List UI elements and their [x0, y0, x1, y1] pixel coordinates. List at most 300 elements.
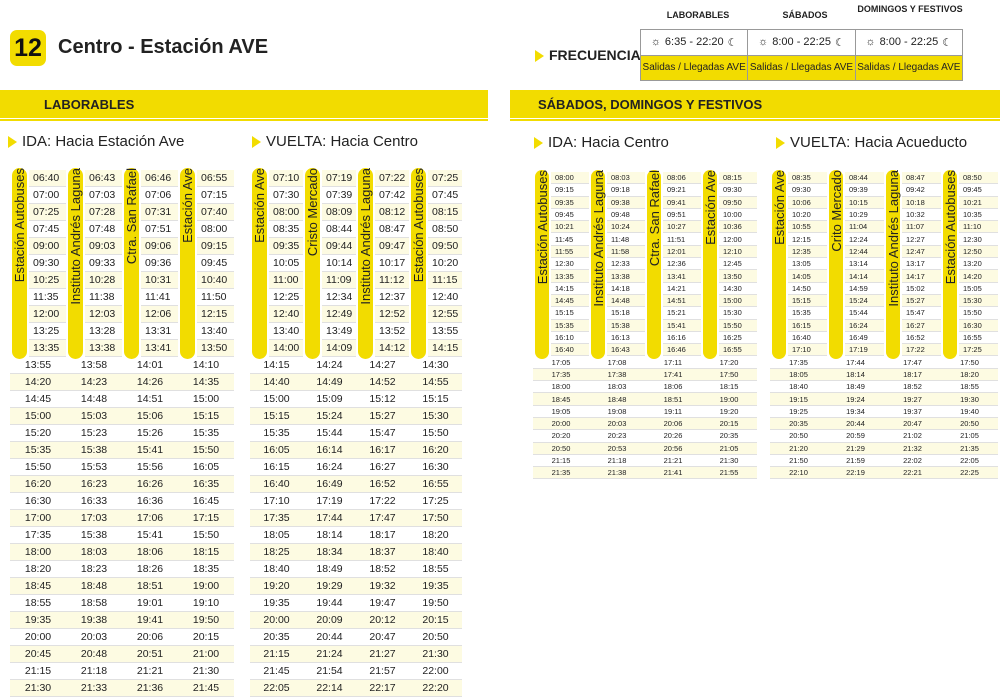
time-cell: 21:45 — [178, 680, 234, 697]
time-cell: 17:15 — [178, 510, 234, 527]
time-cell: 07:40 — [197, 204, 234, 221]
time-cell: 14:20 — [959, 270, 998, 282]
time-cell: 09:00 — [29, 238, 66, 255]
time-cell: 17:50 — [701, 369, 757, 381]
time-cell: 09:45 — [197, 255, 234, 272]
time-cell: 07:28 — [85, 204, 122, 221]
time-cell: 17:05 — [533, 357, 589, 369]
table-row — [533, 455, 757, 467]
table-row — [770, 221, 998, 233]
time-cell: 18:00 — [10, 544, 66, 561]
stop-name-pill — [535, 170, 549, 359]
table-row — [533, 172, 757, 184]
time-cell: 15:44 — [303, 425, 356, 442]
time-cell: 19:44 — [303, 595, 356, 612]
table-row — [770, 393, 998, 405]
time-cell: 10:35 — [959, 209, 998, 221]
time-cell: 17:22 — [356, 493, 409, 510]
frequency-ops: Salidas / Llegadas AVE — [641, 56, 747, 81]
time-cell: 18:55 — [10, 595, 66, 612]
time-cell: 17:44 — [303, 510, 356, 527]
table-row — [770, 443, 998, 455]
time-cell: 17:35 — [770, 357, 827, 369]
moon-icon: ☾ — [727, 36, 738, 49]
time-cell: 13:35 — [551, 270, 589, 282]
time-cell: 12:37 — [375, 289, 409, 306]
arrow-right-icon — [252, 136, 261, 148]
arrow-right-icon — [534, 137, 543, 149]
time-cell: 09:39 — [845, 184, 884, 196]
time-cell: 19:30 — [941, 393, 998, 405]
time-cell: 16:20 — [409, 442, 462, 459]
time-cell: 16:55 — [959, 332, 998, 344]
time-cell: 19:35 — [409, 578, 462, 595]
time-cell: 15:50 — [178, 442, 234, 459]
frequency-col-sabados — [748, 30, 855, 80]
table-row — [250, 646, 462, 663]
stop-name: Instituto Andrés Laguna — [358, 168, 373, 305]
time-cell: 19:08 — [589, 406, 645, 418]
time-cell: 18:06 — [645, 381, 701, 393]
table-row — [250, 561, 462, 578]
time-cell: 14:09 — [322, 340, 356, 357]
time-cell: 15:20 — [10, 425, 66, 442]
time-cell: 15:38 — [607, 320, 645, 332]
time-cell: 14:50 — [788, 283, 827, 295]
time-cell: 21:21 — [122, 663, 178, 680]
arrow-right-icon — [535, 50, 544, 62]
time-cell: 20:51 — [122, 646, 178, 663]
time-cell: 16:14 — [303, 442, 356, 459]
time-cell: 15:00 — [178, 391, 234, 408]
time-cell: 21:05 — [701, 443, 757, 455]
time-cell: 10:36 — [719, 221, 757, 233]
time-cell: 17:03 — [66, 510, 122, 527]
time-cell: 13:55 — [10, 357, 66, 374]
time-cell: 21:15 — [533, 455, 589, 467]
table-row — [770, 234, 998, 246]
time-cell: 17:35 — [533, 369, 589, 381]
time-cell: 17:10 — [788, 344, 827, 356]
table-row — [533, 332, 757, 344]
table-row — [770, 369, 998, 381]
time-cell: 15:35 — [178, 425, 234, 442]
time-cell: 21:18 — [589, 455, 645, 467]
time-cell: 21:15 — [10, 663, 66, 680]
time-cell: 15:30 — [719, 307, 757, 319]
time-cell: 18:20 — [409, 527, 462, 544]
time-cell: 16:10 — [551, 332, 589, 344]
direction-title-lab-ida: IDA: Hacia Estación Ave — [8, 133, 184, 150]
table-row — [770, 197, 998, 209]
time-cell: 10:24 — [607, 221, 645, 233]
time-cell: 19:38 — [66, 612, 122, 629]
timetable-laborables-vuelta — [250, 170, 462, 697]
time-cell: 10:55 — [788, 221, 827, 233]
time-cell: 19:50 — [178, 612, 234, 629]
frequency-ops: Salidas / Llegadas AVE — [748, 56, 854, 81]
time-cell: 14:48 — [607, 295, 645, 307]
arrow-right-icon — [8, 136, 17, 148]
time-cell: 07:06 — [141, 187, 178, 204]
time-cell: 18:49 — [827, 381, 884, 393]
time-cell: 15:56 — [122, 459, 178, 476]
table-row — [770, 320, 998, 332]
time-cell: 18:55 — [941, 381, 998, 393]
time-cell: 09:21 — [663, 184, 701, 196]
table-row — [250, 289, 462, 306]
time-cell: 14:49 — [303, 374, 356, 391]
time-cell: 09:50 — [428, 238, 462, 255]
table-row — [250, 340, 462, 357]
time-cell: 14:21 — [663, 283, 701, 295]
time-cell: 09:30 — [29, 255, 66, 272]
time-cell: 11:07 — [902, 221, 941, 233]
table-row — [250, 221, 462, 238]
arrow-right-icon — [776, 137, 785, 149]
time-cell: 14:12 — [375, 340, 409, 357]
time-cell: 17:50 — [409, 510, 462, 527]
time-cell: 20:26 — [645, 430, 701, 442]
time-cell: 20:44 — [827, 418, 884, 430]
time-cell: 18:05 — [250, 527, 303, 544]
time-cell: 20:00 — [250, 612, 303, 629]
time-cell: 19:50 — [409, 595, 462, 612]
time-cell: 15:15 — [409, 391, 462, 408]
time-cell: 21:05 — [941, 430, 998, 442]
table-row — [533, 381, 757, 393]
time-cell: 16:26 — [122, 476, 178, 493]
time-cell: 20:35 — [250, 629, 303, 646]
time-cell: 12:36 — [663, 258, 701, 270]
time-cell: 07:25 — [29, 204, 66, 221]
time-cell: 18:51 — [645, 393, 701, 405]
time-cell: 12:30 — [551, 258, 589, 270]
table-row — [770, 209, 998, 221]
stop-name: Estación Autobuses — [942, 170, 958, 285]
time-cell: 14:15 — [428, 340, 462, 357]
time-cell: 19:00 — [178, 578, 234, 595]
time-cell: 15:47 — [902, 307, 941, 319]
time-cell: 09:42 — [902, 184, 941, 196]
time-cell: 15:47 — [356, 425, 409, 442]
time-cell: 18:45 — [533, 393, 589, 405]
time-cell: 18:49 — [303, 561, 356, 578]
time-cell: 20:06 — [122, 629, 178, 646]
table-row — [250, 493, 462, 510]
time-cell: 13:31 — [141, 323, 178, 340]
time-cell: 15:15 — [551, 307, 589, 319]
time-cell: 18:52 — [356, 561, 409, 578]
time-cell: 18:34 — [303, 544, 356, 561]
time-cell: 17:50 — [941, 357, 998, 369]
frequency-col-festivos — [856, 30, 962, 80]
table-row — [10, 476, 234, 493]
time-cell: 20:35 — [701, 430, 757, 442]
stop-name-pill — [358, 168, 373, 359]
moon-icon: ☾ — [942, 36, 953, 49]
time-cell: 16:55 — [409, 476, 462, 493]
time-cell: 16:24 — [845, 320, 884, 332]
time-cell: 12:15 — [788, 234, 827, 246]
time-cell: 08:47 — [375, 221, 409, 238]
time-cell: 18:48 — [66, 578, 122, 595]
direction-title-fes-ida: IDA: Hacia Centro — [534, 134, 669, 151]
time-cell: 17:38 — [589, 369, 645, 381]
time-cell: 20:50 — [770, 430, 827, 442]
table-row — [533, 246, 757, 258]
time-cell: 20:15 — [178, 629, 234, 646]
time-cell: 11:09 — [322, 272, 356, 289]
table-row — [250, 476, 462, 493]
time-cell: 14:51 — [663, 295, 701, 307]
time-cell: 18:35 — [178, 561, 234, 578]
time-cell: 15:09 — [303, 391, 356, 408]
time-cell: 20:06 — [645, 418, 701, 430]
table-row — [533, 443, 757, 455]
time-cell: 22:25 — [941, 467, 998, 479]
time-cell: 16:49 — [845, 332, 884, 344]
table-row — [10, 595, 234, 612]
time-cell: 12:00 — [719, 234, 757, 246]
table-row — [533, 320, 757, 332]
time-cell: 15:24 — [303, 408, 356, 425]
stop-name: Ctra. San Rafael — [124, 168, 139, 265]
time-cell: 16:40 — [551, 344, 589, 356]
time-cell: 19:20 — [250, 578, 303, 595]
time-cell: 18:14 — [827, 369, 884, 381]
time-cell: 14:51 — [122, 391, 178, 408]
table-row — [533, 369, 757, 381]
table-row — [10, 612, 234, 629]
stop-name: Instituto Andrés Laguna — [68, 168, 83, 305]
timetable-grid — [10, 170, 234, 697]
time-cell: 12:49 — [322, 306, 356, 323]
time-cell: 15:26 — [122, 425, 178, 442]
time-cell: 18:48 — [589, 393, 645, 405]
time-cell: 20:50 — [941, 418, 998, 430]
table-row — [10, 306, 234, 323]
time-cell: 15:02 — [902, 283, 941, 295]
time-cell: 08:35 — [788, 172, 827, 184]
time-cell: 07:22 — [375, 170, 409, 187]
time-cell: 17:25 — [409, 493, 462, 510]
table-row — [250, 170, 462, 187]
time-cell: 15:21 — [663, 307, 701, 319]
time-cell: 16:27 — [356, 459, 409, 476]
time-cell: 14:20 — [10, 374, 66, 391]
table-row — [533, 295, 757, 307]
time-cell: 13:38 — [85, 340, 122, 357]
table-row — [770, 344, 998, 356]
time-cell: 10:28 — [85, 272, 122, 289]
time-cell: 12:47 — [902, 246, 941, 258]
time-cell: 09:18 — [607, 184, 645, 196]
table-row — [770, 455, 998, 467]
stop-name: Estación Ave — [252, 168, 267, 243]
time-cell: 10:25 — [29, 272, 66, 289]
stop-name-pill — [305, 168, 320, 359]
time-cell: 18:26 — [122, 561, 178, 578]
time-cell: 12:03 — [85, 306, 122, 323]
time-cell: 22:14 — [303, 680, 356, 697]
frequency-hours: ☼ 8:00 - 22:25 ☾ — [856, 30, 962, 56]
time-cell: 12:45 — [719, 258, 757, 270]
table-row — [10, 238, 234, 255]
time-cell: 19:01 — [122, 595, 178, 612]
timetable-festivos-vuelta — [770, 172, 998, 480]
stop-name-pill — [411, 168, 426, 359]
table-row — [770, 332, 998, 344]
stop-name-pill — [591, 170, 605, 359]
time-cell: 11:04 — [845, 221, 884, 233]
table-row — [10, 357, 234, 374]
time-cell: 07:45 — [428, 187, 462, 204]
time-cell: 15:00 — [10, 408, 66, 425]
time-cell: 17:06 — [122, 510, 178, 527]
time-cell: 11:35 — [29, 289, 66, 306]
time-cell: 16:27 — [902, 320, 941, 332]
table-row — [533, 406, 757, 418]
time-cell: 10:29 — [845, 209, 884, 221]
time-cell: 13:28 — [85, 323, 122, 340]
time-cell: 18:14 — [303, 527, 356, 544]
time-cell: 16:30 — [959, 320, 998, 332]
time-cell: 15:12 — [356, 391, 409, 408]
time-cell: 11:00 — [269, 272, 303, 289]
time-cell: 10:00 — [719, 209, 757, 221]
time-cell: 12:10 — [719, 246, 757, 258]
time-cell: 12:33 — [607, 258, 645, 270]
time-cell: 09:36 — [141, 255, 178, 272]
time-cell: 10:14 — [322, 255, 356, 272]
table-row — [770, 357, 998, 369]
time-cell: 13:50 — [719, 270, 757, 282]
time-cell: 17:20 — [701, 357, 757, 369]
time-cell: 15:18 — [607, 307, 645, 319]
time-cell: 21:02 — [884, 430, 941, 442]
time-cell: 15:38 — [66, 527, 122, 544]
time-cell: 15:50 — [409, 425, 462, 442]
time-cell: 13:20 — [959, 258, 998, 270]
table-row — [770, 283, 998, 295]
time-cell: 15:38 — [66, 442, 122, 459]
time-cell: 14:10 — [178, 357, 234, 374]
time-cell: 15:35 — [10, 442, 66, 459]
time-cell: 17:47 — [884, 357, 941, 369]
time-cell: 19:25 — [770, 406, 827, 418]
time-cell: 08:03 — [607, 172, 645, 184]
time-cell: 07:39 — [322, 187, 356, 204]
time-cell: 10:20 — [428, 255, 462, 272]
time-cell: 16:40 — [250, 476, 303, 493]
timetable-laborables-ida — [10, 170, 234, 697]
time-cell: 21:59 — [827, 455, 884, 467]
time-cell: 21:15 — [250, 646, 303, 663]
time-cell: 10:20 — [788, 209, 827, 221]
time-cell: 16:05 — [178, 459, 234, 476]
time-cell: 20:56 — [645, 443, 701, 455]
time-cell: 19:35 — [250, 595, 303, 612]
time-cell: 16:52 — [356, 476, 409, 493]
stop-name: Estación Autobuses — [12, 168, 27, 283]
time-cell: 19:47 — [356, 595, 409, 612]
time-cell: 20:59 — [827, 430, 884, 442]
time-cell: 12:25 — [269, 289, 303, 306]
time-cell: 08:06 — [663, 172, 701, 184]
table-row — [533, 393, 757, 405]
time-cell: 21:29 — [827, 443, 884, 455]
time-cell: 17:00 — [10, 510, 66, 527]
time-cell: 09:30 — [719, 184, 757, 196]
table-row — [250, 442, 462, 459]
time-cell: 22:00 — [409, 663, 462, 680]
time-cell: 13:14 — [845, 258, 884, 270]
time-cell: 17:41 — [645, 369, 701, 381]
time-cell: 09:15 — [551, 184, 589, 196]
time-cell: 22:05 — [250, 680, 303, 697]
stop-name: Estación Autobuses — [534, 170, 550, 285]
time-cell: 13:58 — [66, 357, 122, 374]
time-cell: 12:15 — [197, 306, 234, 323]
time-cell: 18:52 — [884, 381, 941, 393]
direction-title-lab-vuelta: VUELTA: Hacia Centro — [252, 133, 418, 150]
section-header-laborables: LABORABLES — [0, 90, 488, 118]
time-cell: 20:15 — [701, 418, 757, 430]
time-cell: 09:30 — [788, 184, 827, 196]
table-row — [533, 418, 757, 430]
time-cell: 19:24 — [827, 393, 884, 405]
time-cell: 07:19 — [322, 170, 356, 187]
time-cell: 17:19 — [303, 493, 356, 510]
stop-name: Estación Ave — [702, 170, 718, 245]
time-cell: 20:12 — [356, 612, 409, 629]
time-cell: 21:21 — [645, 455, 701, 467]
stop-name: Crito Mercado — [828, 170, 844, 252]
time-cell: 13:38 — [607, 270, 645, 282]
table-row — [250, 357, 462, 374]
time-cell: 15:50 — [719, 320, 757, 332]
time-cell: 18:45 — [10, 578, 66, 595]
table-row — [250, 306, 462, 323]
time-cell: 14:52 — [356, 374, 409, 391]
time-cell: 11:41 — [141, 289, 178, 306]
time-cell: 19:34 — [827, 406, 884, 418]
time-cell: 12:06 — [141, 306, 178, 323]
table-row — [533, 258, 757, 270]
time-cell: 22:10 — [770, 467, 827, 479]
stop-name: Estación Ave — [771, 170, 787, 245]
table-row — [250, 663, 462, 680]
table-row — [533, 283, 757, 295]
table-row — [250, 510, 462, 527]
time-cell: 21:38 — [589, 467, 645, 479]
time-cell: 16:16 — [663, 332, 701, 344]
frequency-label: FRECUENCIA — [535, 47, 641, 63]
time-cell: 12:40 — [428, 289, 462, 306]
time-cell: 13:25 — [29, 323, 66, 340]
time-cell: 10:32 — [902, 209, 941, 221]
stop-name: Instituto Andrés Laguna — [885, 170, 901, 307]
table-row — [250, 612, 462, 629]
time-cell: 15:15 — [250, 408, 303, 425]
table-row — [770, 184, 998, 196]
stop-name-pill — [886, 170, 900, 359]
table-row — [770, 258, 998, 270]
table-row — [10, 425, 234, 442]
stop-name-pill — [180, 168, 195, 359]
time-cell: 20:03 — [66, 629, 122, 646]
